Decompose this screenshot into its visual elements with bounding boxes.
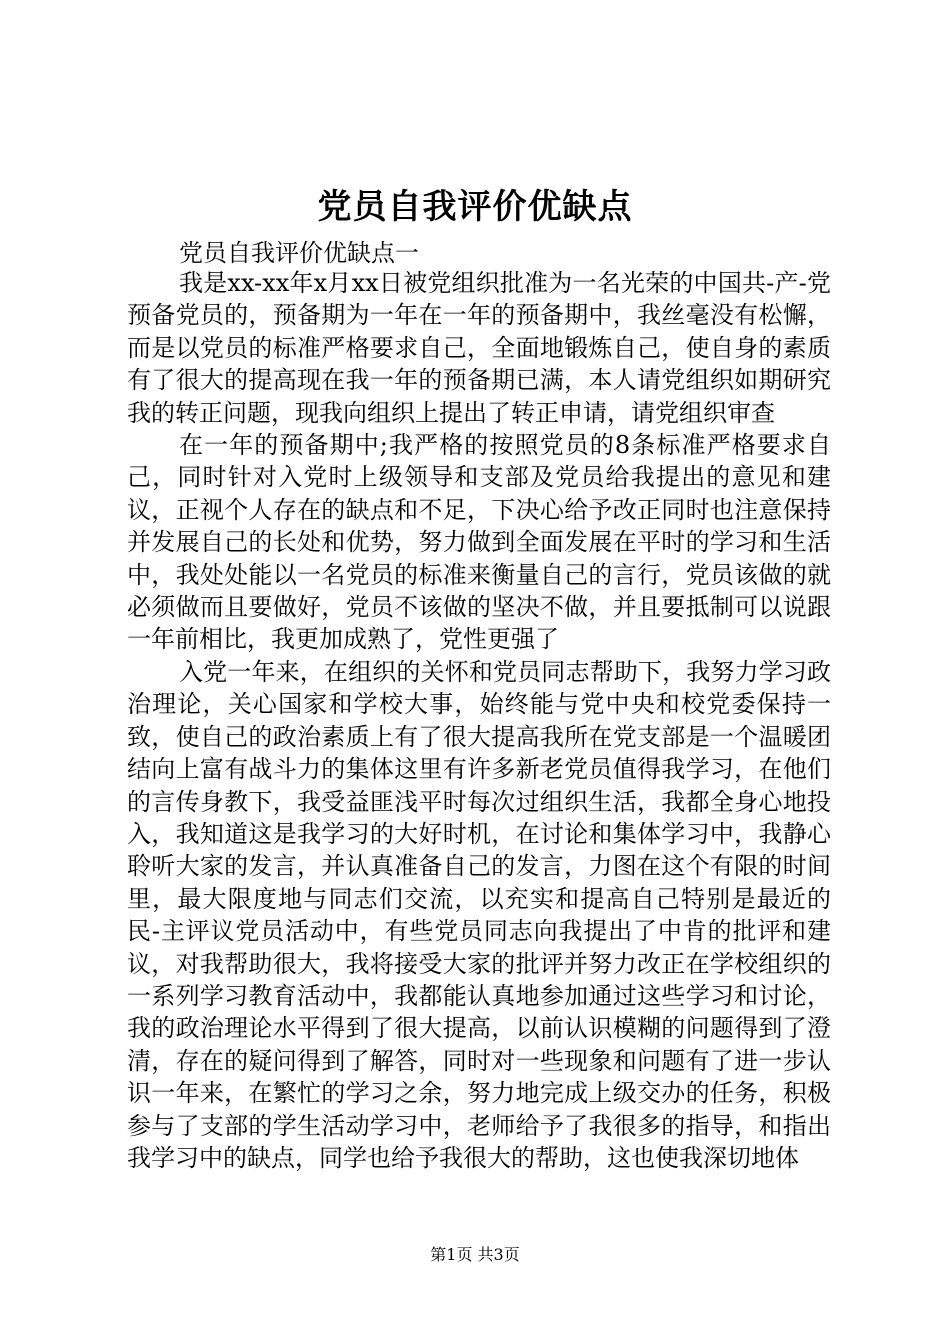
- page-number-footer: 第1页 共3页: [430, 1245, 520, 1264]
- paragraph-2: 在一年的预备期中;我严格的按照党员的8条标准严格要求自己，同时针对入党时上级领导和支部及党员给我提出的意见和建议，正视个人存在的缺点和不足，下决心给予改正同时也注意保持并发展自己的长处和优势，努力做到全面发展在平时的学习和生活中，我处处能以一名党员的标准来衡量自己的言行，党员该做的就必须做而且要做好，党员不该做的坚决不做，并且要抵制可以说跟一年前相比，我更加成熟了，党性更强了: [127, 431, 831, 654]
- paragraph-3: 入党一年来，在组织的关怀和党员同志帮助下，我努力学习政治理论，关心国家和学校大事，始终能与党中央和校党委保持一致，使自己的政治素质上有了很大提高我所在党支部是一个温暖团结向上富有战斗力的集体这里有许多新老党员值得我学习，在他们的言传身教下，我受益匪浅平时每次过组织生活，我都全身心地投入，我知道这是我学习的大好时机，在讨论和集体学习中，我静心聆听大家的发言，并认真准备自己的发言，力图在这个有限的时间里，最大限度地与同志们交流，以充实和提高自己特别是最近的民-主评议党员活动中，有些党员同志向我提出了中肯的批评和建议，对我帮助很大，我将接受大家的批评并努力改正在学校组织的一系列学习教育活动中，我都能认真地参加通过这些学习和讨论，我的政治理论水平得到了很大提高，以前认识模糊的问题得到了澄清，存在的疑问得到了解答，同时对一些现象和问题有了进一步认识一年来，在繁忙的学习之余，努力地完成上级交办的任务，积极参与了支部的学生活动学习中，老师给予了我很多的指导，和指出我学习中的缺点，同学也给予我很大的帮助，这也使我深切地体: [127, 657, 831, 1172]
- section-subtitle: 党员自我评价优缺点一: [179, 239, 419, 267]
- document-title: 党员自我评价优缺点: [317, 187, 633, 227]
- document-body: [127, 267, 831, 1174]
- paragraph-1: 我是xx-xx年x月xx日被党组织批准为一名光荣的中国共-产-党预备党员的，预备期为一年在一年的预备期中，我丝毫没有松懈，而是以党员的标准严格要求自己，全面地锻炼自己，使自身的素质有了很大的提高现在我一年的预备期已满，本人请党组织如期研究我的转正问题，现我向组织上提出了转正申请，请党组织审查: [127, 269, 831, 427]
